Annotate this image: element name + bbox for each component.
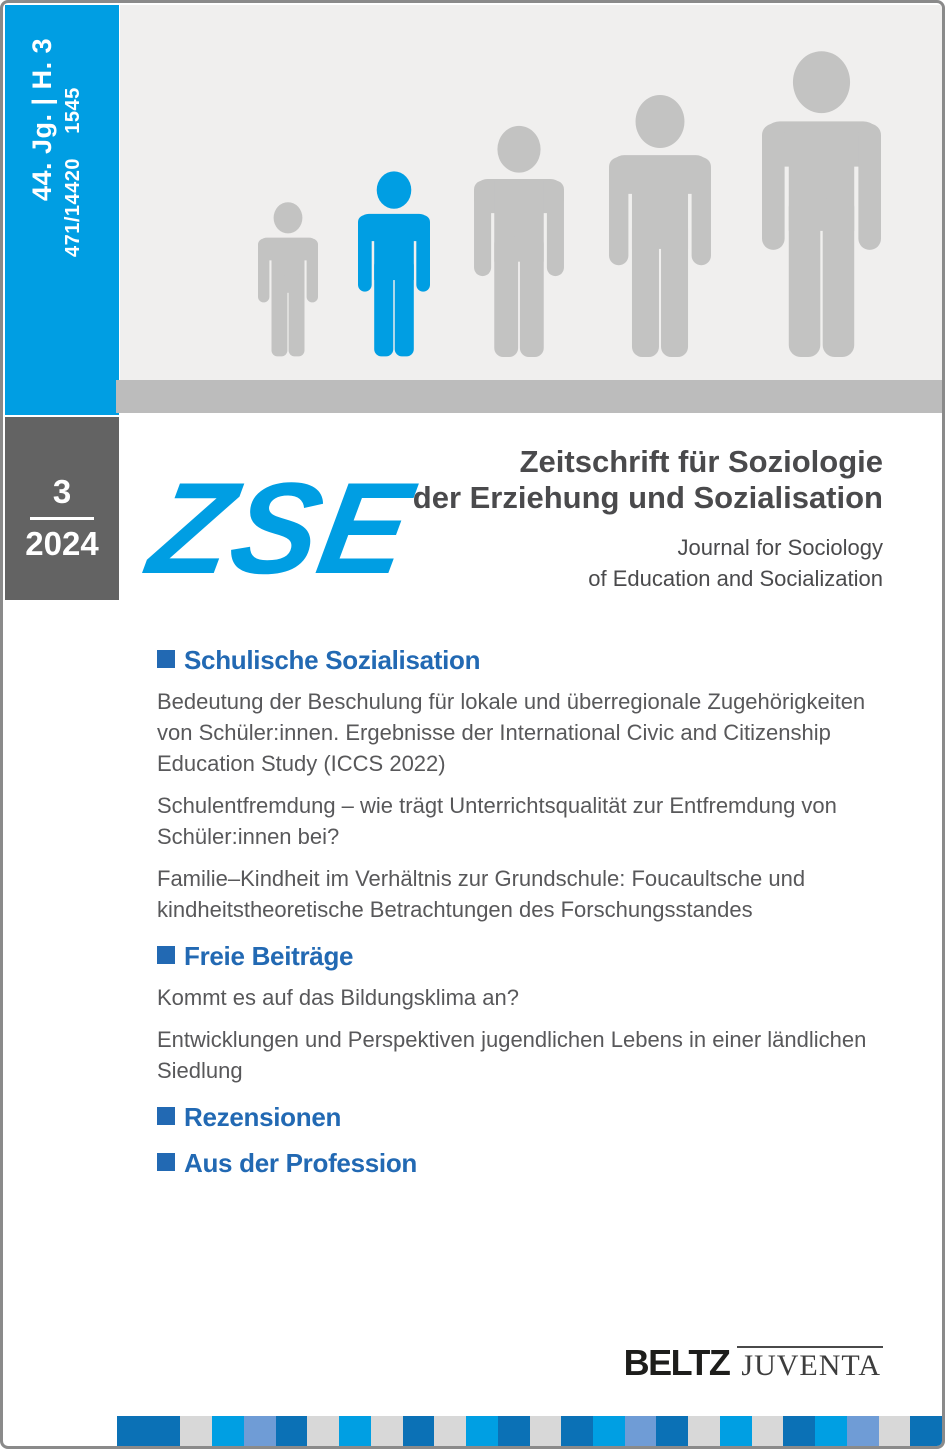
toc-section-heading (157, 941, 881, 971)
issue-number: 3 (52, 473, 72, 510)
color-strip-cell (307, 1416, 339, 1446)
toc-section-heading (157, 645, 881, 675)
color-strip-cell (910, 1416, 942, 1446)
beltz-wordmark: BELTZ (623, 1342, 730, 1383)
journal-title-de-line2: der Erziehung und Sozialisation (412, 480, 883, 515)
color-strip-cell (530, 1416, 562, 1446)
color-strip-cell (783, 1416, 815, 1446)
section-heading-label: Rezensionen (184, 1102, 342, 1132)
color-strip (117, 1416, 942, 1446)
issue-box (5, 417, 119, 600)
table-of-contents (157, 645, 881, 1189)
toc-entry: Bedeutung der Beschulung für lokale und überregionale Zugehörigkeiten von Schüler:innen. Ergebnisse der International Civic and Citizenship Education Study (ICCS 2022) (157, 689, 866, 776)
person-figure-3 (474, 125, 564, 357)
spine-volume-text: 44. Jg. | H. 3 (27, 37, 57, 201)
color-strip-cell (212, 1416, 244, 1446)
juventa-wordmark: JUVENTA (741, 1349, 881, 1382)
toc-entry: Kommt es auf das Bildungsklima an? (157, 985, 519, 1010)
color-strip-cell (434, 1416, 466, 1446)
section-bullet-icon (157, 946, 175, 964)
section-bullet-icon (157, 1107, 175, 1125)
color-strip-cell (339, 1416, 371, 1446)
ground-strip (116, 380, 942, 413)
color-strip-cell (117, 1416, 149, 1446)
color-strip-cell (498, 1416, 530, 1446)
journal-title-en-line1: Journal for Sociology (677, 535, 883, 560)
color-strip-cell (752, 1416, 784, 1446)
color-strip-cell (371, 1416, 403, 1446)
issue-year: 2024 (25, 524, 99, 562)
journal-title-en-line2: of Education and Socialization (588, 566, 883, 591)
toc-section-heading (157, 1102, 881, 1132)
person-figure-4 (609, 94, 711, 357)
color-strip-cell (149, 1416, 181, 1446)
journal-title-de (413, 444, 883, 516)
section-bullet-icon (157, 650, 175, 668)
person-figure-5 (762, 50, 881, 357)
juventa-overline (737, 1346, 883, 1381)
section-heading-label: Aus der Profession (184, 1148, 417, 1178)
spine-code-text: 471/14420 1545 (62, 87, 84, 257)
person-figure-1 (258, 201, 318, 357)
color-strip-cell (656, 1416, 688, 1446)
section-bullet-icon (157, 1153, 175, 1171)
toc-entry: Schulentfremdung – wie trägt Unterrichtsqualität zur Entfremdung von Schüler:innen bei? (157, 793, 837, 849)
color-strip-cell (720, 1416, 752, 1446)
color-strip-cell (625, 1416, 657, 1446)
color-strip-cell (593, 1416, 625, 1446)
publisher-logo (623, 1342, 883, 1383)
color-strip-cell (180, 1416, 212, 1446)
toc-entry: Familie–Kindheit im Verhältnis zur Grundschule: Foucaultsche und kindheitstheoretische Betrachtungen des Forschungsstandes (157, 866, 806, 922)
toc-entry: Entwicklungen und Perspektiven jugendlichen Lebens in einer ländlichen Siedlung (157, 1027, 867, 1083)
section-heading-label: Freie Beiträge (184, 941, 354, 971)
spine-bar (5, 5, 119, 415)
color-strip-cell (815, 1416, 847, 1446)
color-strip-cell (244, 1416, 276, 1446)
color-strip-cell (688, 1416, 720, 1446)
toc-section-heading (157, 1148, 881, 1178)
color-strip-cell (561, 1416, 593, 1446)
person-figure-2 (358, 170, 430, 357)
color-strip-cell (403, 1416, 435, 1446)
issue-divider (30, 517, 94, 520)
section-heading-label: Schulische Sozialisation (184, 645, 481, 675)
color-strip-cell (847, 1416, 879, 1446)
color-strip-cell (276, 1416, 308, 1446)
journal-title-en (588, 532, 883, 594)
color-strip-cell (466, 1416, 498, 1446)
zse-logo: ZSE (140, 455, 422, 601)
journal-title-de-line1: Zeitschrift für Soziologie (519, 444, 883, 479)
color-strip-cell (879, 1416, 911, 1446)
